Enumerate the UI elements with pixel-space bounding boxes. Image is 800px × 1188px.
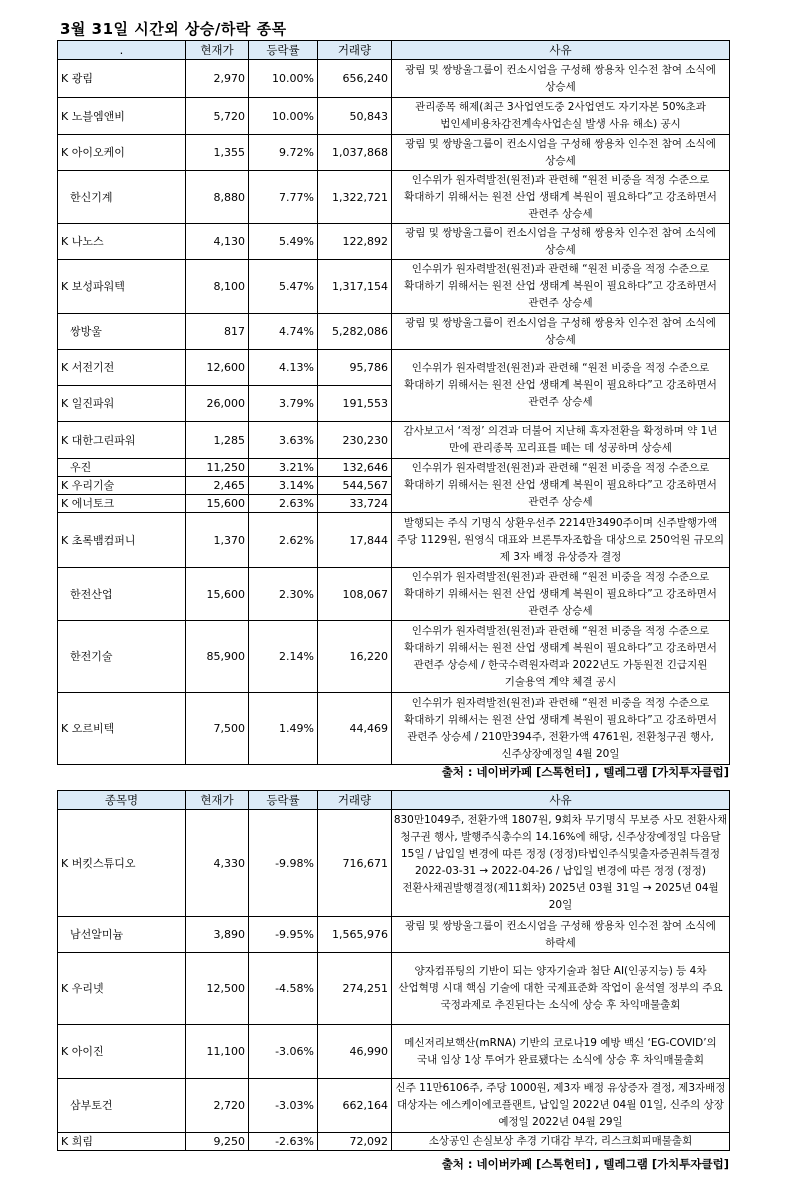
stock-change: 7.77% <box>249 171 318 224</box>
stock-change: 1.49% <box>249 693 318 765</box>
stock-reason: 인수위가 원자력발전(원전)과 관련해 “원전 비중을 적정 수준으로 확대하기 위해서는 원전 산업 생태계 복원이 필요하다”고 강조하면서 관련주 상승세 <box>392 459 730 513</box>
table-row <box>58 953 730 1025</box>
stock-price: 2,465 <box>186 477 249 495</box>
stock-reason: 830만1049주, 전환가액 1807원, 9회차 무기명식 무보증 사모 전환사채 청구권 행사, 발행주식총수의 14.16%에 해당, 신주상장예정일 다음달 15일 / 납입일 변경에 따른 정정 (정정)타법인주식및출자증권취득결정 2022-03-31 → 2022-04-26 / 납입일 변경에 따른 정정 (정정)전환사채권발행결정(제11회차) 2025년 03월 31일 → 2025년 04월 20일 <box>392 810 730 917</box>
table-row <box>58 224 730 260</box>
table-row <box>58 314 730 350</box>
stock-volume: 132,646 <box>318 459 392 477</box>
stock-volume: 17,844 <box>318 513 392 568</box>
stock-change: 9.72% <box>249 135 318 171</box>
stock-reason: 인수위가 원자력발전(원전)과 관련해 “원전 비중을 적정 수준으로 확대하기 위해서는 원전 산업 생태계 복원이 필요하다”고 강조하면서 관련주 상승세 <box>392 568 730 621</box>
stock-volume: 16,220 <box>318 621 392 693</box>
stock-name: K 아이오케이 <box>58 135 186 171</box>
rising-stocks-table <box>57 40 730 765</box>
stock-price: 5,720 <box>186 98 249 135</box>
stock-name: K 우리넷 <box>58 953 186 1025</box>
table-row <box>58 1079 730 1133</box>
table-row <box>58 422 730 459</box>
stock-name: K 아이진 <box>58 1025 186 1079</box>
falling-stocks-table <box>57 790 730 1151</box>
stock-change: -4.58% <box>249 953 318 1025</box>
stock-price: 7,500 <box>186 693 249 765</box>
stock-change: 3.14% <box>249 477 318 495</box>
column-header: 거래량 <box>318 41 392 60</box>
stock-volume: 44,469 <box>318 693 392 765</box>
stock-volume: 662,164 <box>318 1079 392 1133</box>
stock-volume: 1,322,721 <box>318 171 392 224</box>
stock-price: 11,100 <box>186 1025 249 1079</box>
stock-volume: 544,567 <box>318 477 392 495</box>
stock-change: -9.98% <box>249 810 318 917</box>
stock-volume: 230,230 <box>318 422 392 459</box>
table-row <box>58 135 730 171</box>
stock-price: 3,890 <box>186 917 249 953</box>
table-row <box>58 98 730 135</box>
stock-price: 85,900 <box>186 621 249 693</box>
stock-name: 한전산업 <box>58 568 186 621</box>
column-header: 현재가 <box>186 41 249 60</box>
stock-name: 남선알미늄 <box>58 917 186 953</box>
stock-volume: 108,067 <box>318 568 392 621</box>
stock-change: 5.49% <box>249 224 318 260</box>
stock-change: 2.30% <box>249 568 318 621</box>
stock-change: 10.00% <box>249 98 318 135</box>
stock-name: K 보성파워텍 <box>58 260 186 314</box>
stock-volume: 1,317,154 <box>318 260 392 314</box>
table-row <box>58 621 730 693</box>
stock-name: K 서전기전 <box>58 350 186 386</box>
stock-name: K 일진파워 <box>58 386 186 422</box>
stock-price: 4,330 <box>186 810 249 917</box>
stock-reason: 발행되는 주식 기명식 상환우선주 2214만3490주이며 신주발행가액 주당 1129원, 원영식 대표와 브론투자조합을 대상으로 250억원 규모의 제 3자 배정 유상증자 결정 <box>392 513 730 568</box>
stock-volume: 50,843 <box>318 98 392 135</box>
stock-volume: 5,282,086 <box>318 314 392 350</box>
stock-name: K 나노스 <box>58 224 186 260</box>
stock-change: 2.63% <box>249 495 318 513</box>
stock-reason: 소상공인 손실보상 추경 기대감 부각, 리스크회피매물출회 <box>392 1133 730 1151</box>
stock-price: 26,000 <box>186 386 249 422</box>
column-header: 사유 <box>392 41 730 60</box>
stock-change: 2.62% <box>249 513 318 568</box>
stock-name: K 초록뱀컴퍼니 <box>58 513 186 568</box>
source-caption: 출처 : 네이버카페 [스톡헌터] , 텔레그램 [가치투자클럽] <box>441 1157 729 1171</box>
stock-volume: 656,240 <box>318 60 392 98</box>
stock-reason: 감사보고서 ‘적정’ 의견과 더불어 지난해 흑자전환을 확정하며 약 1년 만에 관리종목 꼬리표를 떼는 데 성공하며 상승세 <box>392 422 730 459</box>
stock-change: 5.47% <box>249 260 318 314</box>
column-header: 등락률 <box>249 41 318 60</box>
stock-volume: 46,990 <box>318 1025 392 1079</box>
stock-name: 삼부토건 <box>58 1079 186 1133</box>
stock-volume: 274,251 <box>318 953 392 1025</box>
stock-reason: 메신저리보핵산(mRNA) 기반의 코로나19 예방 백신 ‘EG-COVID’의 국내 임상 1상 투여가 완료됐다는 소식에 상승 후 차익매물출회 <box>392 1025 730 1079</box>
stock-reason: 관리종목 해제(최근 3사업연도중 2사업연도 자기자본 50%초과 법인세비용차감전계속사업손실 발생 사유 해소) 공시 <box>392 98 730 135</box>
stock-change: -2.63% <box>249 1133 318 1151</box>
stock-reason: 인수위가 원자력발전(원전)과 관련해 “원전 비중을 적정 수준으로 확대하기 위해서는 원전 산업 생태계 복원이 필요하다”고 강조하면서 관련주 상승세 <box>392 171 730 224</box>
page-title: 3월 31일 시간외 상승/하락 종목 <box>60 20 287 38</box>
stock-price: 15,600 <box>186 568 249 621</box>
stock-name: K 노블엠앤비 <box>58 98 186 135</box>
stock-change: 4.74% <box>249 314 318 350</box>
stock-change: -3.03% <box>249 1079 318 1133</box>
table-row <box>58 459 730 477</box>
stock-change: 10.00% <box>249 60 318 98</box>
table-row <box>58 1133 730 1151</box>
stock-price: 4,130 <box>186 224 249 260</box>
stock-name: 쌍방울 <box>58 314 186 350</box>
column-header: 현재가 <box>186 791 249 810</box>
stock-volume: 716,671 <box>318 810 392 917</box>
stock-name: K 대한그린파워 <box>58 422 186 459</box>
column-header: 사유 <box>392 791 730 810</box>
stock-price: 8,880 <box>186 171 249 224</box>
stock-reason: 광림 및 쌍방울그룹이 컨소시엄을 구성해 쌍용차 인수전 참여 소식에 상승세 <box>392 135 730 171</box>
table-row <box>58 350 730 386</box>
table-row <box>58 693 730 765</box>
stock-price: 11,250 <box>186 459 249 477</box>
stock-reason: 신주 11만6106주, 주당 1000원, 제3자 배정 유상증자 결정, 제3자배정 대상자는 에스케이에코플랜트, 납입일 2022년 04월 01일, 신주의 상장 예정일 2022년 04월 29일 <box>392 1079 730 1133</box>
stock-name: 우진 <box>58 459 186 477</box>
stock-volume: 191,553 <box>318 386 392 422</box>
stock-price: 15,600 <box>186 495 249 513</box>
stock-volume: 1,037,868 <box>318 135 392 171</box>
stock-price: 1,355 <box>186 135 249 171</box>
stock-change: -9.95% <box>249 917 318 953</box>
stock-reason: 광림 및 쌍방울그룹이 컨소시엄을 구성해 쌍용차 인수전 참여 소식에 상승세 <box>392 60 730 98</box>
stock-change: 3.79% <box>249 386 318 422</box>
stock-volume: 1,565,976 <box>318 917 392 953</box>
stock-name: K 희림 <box>58 1133 186 1151</box>
stock-reason: 광림 및 쌍방울그룹이 컨소시엄을 구성해 쌍용차 인수전 참여 소식에 상승세 <box>392 224 730 260</box>
stock-price: 2,970 <box>186 60 249 98</box>
table-row <box>58 568 730 621</box>
stock-reason: 인수위가 원자력발전(원전)과 관련해 “원전 비중을 적정 수준으로 확대하기 위해서는 원전 산업 생태계 복원이 필요하다”고 강조하면서 관련주 상승세 / 한국수력원자력과 2022년도 가동원전 긴급지원 기술용역 계약 체결 공시 <box>392 621 730 693</box>
stock-name: 한신기계 <box>58 171 186 224</box>
stock-price: 9,250 <box>186 1133 249 1151</box>
stock-price: 12,500 <box>186 953 249 1025</box>
stock-price: 2,720 <box>186 1079 249 1133</box>
table-row <box>58 917 730 953</box>
table-row <box>58 1025 730 1079</box>
stock-price: 1,370 <box>186 513 249 568</box>
table-row <box>58 810 730 917</box>
stock-price: 817 <box>186 314 249 350</box>
table-row <box>58 260 730 314</box>
column-header: 거래량 <box>318 791 392 810</box>
stock-name: K 우리기술 <box>58 477 186 495</box>
stock-reason: 인수위가 원자력발전(원전)과 관련해 “원전 비중을 적정 수준으로 확대하기 위해서는 원전 산업 생태계 복원이 필요하다”고 강조하면서 관련주 상승세 <box>392 350 730 422</box>
stock-volume: 95,786 <box>318 350 392 386</box>
column-header: 등락률 <box>249 791 318 810</box>
table-row <box>58 513 730 568</box>
stock-volume: 72,092 <box>318 1133 392 1151</box>
stock-price: 8,100 <box>186 260 249 314</box>
stock-price: 12,600 <box>186 350 249 386</box>
table-row <box>58 171 730 224</box>
stock-change: 4.13% <box>249 350 318 386</box>
table-header-row <box>58 41 730 60</box>
stock-reason: 인수위가 원자력발전(원전)과 관련해 “원전 비중을 적정 수준으로 확대하기 위해서는 원전 산업 생태계 복원이 필요하다”고 강조하면서 관련주 상승세 <box>392 260 730 314</box>
stock-name: K 버킷스튜디오 <box>58 810 186 917</box>
table-header-row <box>58 791 730 810</box>
stock-volume: 122,892 <box>318 224 392 260</box>
stock-name: K 오르비텍 <box>58 693 186 765</box>
column-header: 종목명 <box>58 791 186 810</box>
stock-change: 3.21% <box>249 459 318 477</box>
stock-reason: 인수위가 원자력발전(원전)과 관련해 “원전 비중을 적정 수준으로 확대하기 위해서는 원전 산업 생태계 복원이 필요하다”고 강조하면서 관련주 상승세 / 210만394주, 전환가액 4761원, 전환청구권 행사, 신주상장예정일 4월 20일 <box>392 693 730 765</box>
stock-name: 한전기술 <box>58 621 186 693</box>
stock-price: 1,285 <box>186 422 249 459</box>
stock-reason: 광림 및 쌍방울그룹이 컨소시엄을 구성해 쌍용차 인수전 참여 소식에 하락세 <box>392 917 730 953</box>
stock-name: K 에너토크 <box>58 495 186 513</box>
stock-change: 3.63% <box>249 422 318 459</box>
stock-volume: 33,724 <box>318 495 392 513</box>
source-caption: 출처 : 네이버카페 [스톡헌터] , 텔레그램 [가치투자클럽] <box>441 765 729 779</box>
table-row <box>58 60 730 98</box>
stock-reason: 양자컴퓨팅의 기반이 되는 양자기술과 첨단 AI(인공지능) 등 4차 산업혁명 시대 핵심 기술에 대한 국제표준화 작업이 윤석열 정부의 주요 국정과제로 추진된다는 소식에 상승 후 차익매물출회 <box>392 953 730 1025</box>
stock-change: -3.06% <box>249 1025 318 1079</box>
column-header: . <box>58 41 186 60</box>
stock-change: 2.14% <box>249 621 318 693</box>
stock-reason: 광림 및 쌍방울그룹이 컨소시엄을 구성해 쌍용차 인수전 참여 소식에 상승세 <box>392 314 730 350</box>
stock-name: K 광림 <box>58 60 186 98</box>
